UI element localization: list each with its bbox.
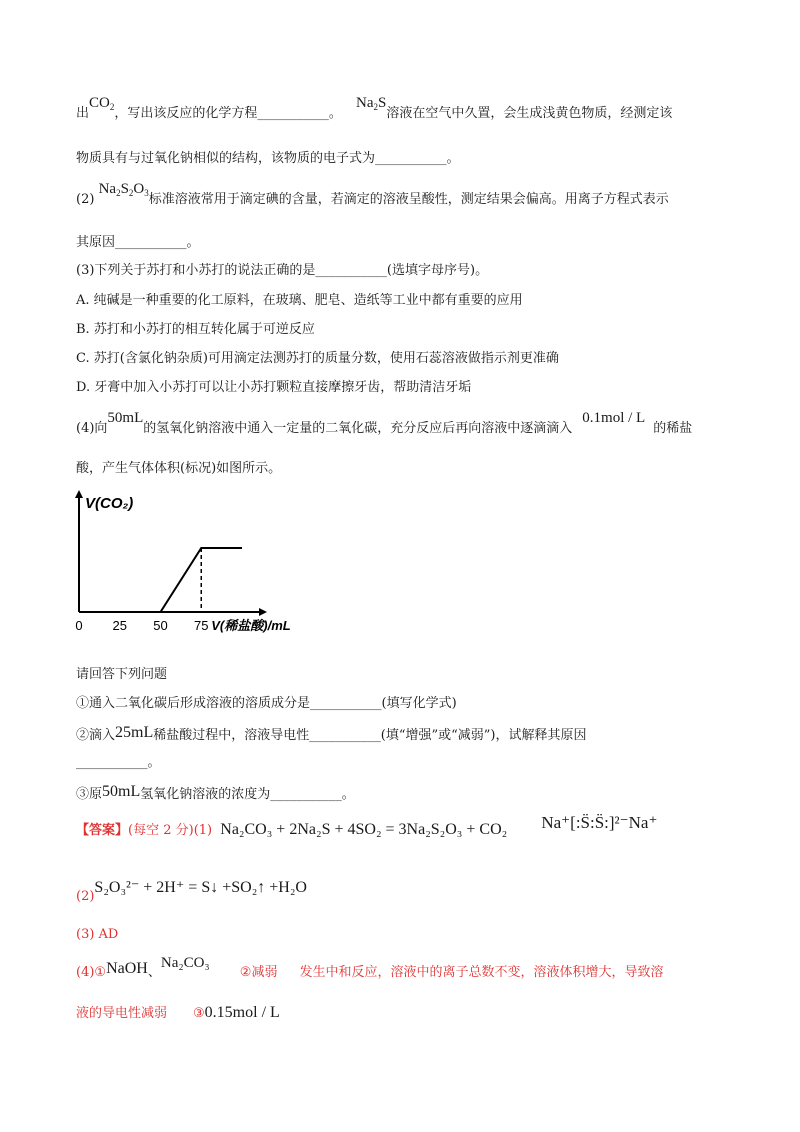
- answer-blank[interactable]: ___________: [115, 235, 187, 250]
- x-tick-label: 25: [112, 618, 127, 633]
- x-tick-label: 50: [153, 618, 168, 633]
- text: ，写出该反应的化学方程: [114, 106, 258, 121]
- co2-volume-chart: [66, 488, 326, 638]
- formula-na2s2o3: $Na_2S_2O_3$: [98, 181, 149, 198]
- formula-na2s: $Na_2S$: [356, 95, 387, 112]
- formula-na2co3: Na₂CO₃: [160, 955, 210, 971]
- equation-2: S₂O₃²⁻ + 2H⁺ = S↓ +SO₂↑ +H₂O: [94, 879, 307, 896]
- text: 。: [328, 106, 342, 121]
- y-axis-label: V(CO₂): [85, 495, 134, 512]
- option-d: D. 牙膏中加入小苏打可以让小苏打颗粒直接摩擦牙齿，帮助清洁牙垢: [76, 380, 472, 395]
- text: (填写化学式): [381, 696, 457, 711]
- formula-co2: $CO_2$: [89, 95, 115, 112]
- text: 、: [147, 965, 161, 980]
- answer-text: 液的导电性减弱: [76, 1006, 168, 1021]
- text: 溶液在空气中久置，会生成浅黄色物质，经测定该: [386, 106, 673, 121]
- answer-blank[interactable]: ___________: [270, 787, 342, 802]
- answer-blank[interactable]: ___________: [309, 728, 381, 743]
- q2-line: [76, 181, 669, 208]
- formula-volume: 50mL: [107, 410, 144, 426]
- electron-dot-formula: Na⁺[:S̈:S̈:]²⁻Na⁺: [541, 813, 658, 832]
- answer-number: (4)①: [76, 965, 107, 980]
- text: (3)下列关于苏打和小苏打的说法正确的是: [76, 263, 316, 278]
- answer-line-1: [76, 813, 658, 838]
- equation-1: Na₂CO₃ + 2Na₂S + 4SO₂ = 3Na₂S₂O₃ + CO₂: [220, 821, 508, 838]
- x-axis-arrow: [259, 608, 267, 616]
- subq2-line: [76, 724, 587, 743]
- text: 。: [147, 755, 161, 770]
- text: ①通入二氧化碳后形成溶液的溶质成分是: [76, 696, 311, 711]
- q1-line: [76, 95, 673, 122]
- answer-blank[interactable]: ___________: [315, 263, 387, 278]
- subq2-line-2: [76, 756, 161, 769]
- q3-line: [76, 264, 488, 277]
- answer-blank[interactable]: ___________: [375, 151, 447, 166]
- q1-line-2: [76, 152, 460, 165]
- text: 。: [341, 787, 355, 802]
- answer-number: (2): [76, 889, 95, 904]
- formula-naoh: NaOH: [106, 960, 148, 977]
- question-number: (4)向: [76, 421, 108, 436]
- text: 物质具有与过氧化钠相似的结构，该物质的电子式为: [76, 151, 376, 166]
- text: (选填字母序号)。: [386, 263, 489, 278]
- answer-line-3: (3) AD: [76, 927, 119, 942]
- answer-line-5: [76, 1005, 280, 1021]
- y-axis-arrow: [75, 490, 83, 498]
- answer-tag: 【答案】: [76, 823, 129, 838]
- x-tick-label: 75: [194, 618, 209, 633]
- formula-volume: 25mL: [115, 724, 154, 741]
- option-c: C. 苏打(含氯化钠杂质)可用滴定法测苏打的质量分数，使用石蕊溶液做指示剂更准确: [76, 351, 559, 366]
- answer-blank[interactable]: ___________: [310, 696, 382, 711]
- text: 。: [186, 235, 200, 250]
- option-a: A. 纯碱是一种重要的化工原料，在玻璃、肥皂、造纸等工业中都有重要的应用: [76, 293, 523, 308]
- answer-number: ③: [193, 1006, 205, 1021]
- answer-concentration: 0.15mol / L: [204, 1004, 280, 1021]
- answer-text: 发生中和反应，溶液中的离子总数不变，溶液体积增大，导致溶: [299, 965, 664, 980]
- question-number: (2): [76, 192, 95, 207]
- text: ②滴入: [76, 728, 116, 743]
- text: 其原因: [76, 235, 116, 250]
- text: ③原: [76, 787, 103, 802]
- q4-line-2: 酸，产生气体体积(标况)如图所示。: [76, 461, 282, 476]
- text: 出: [76, 106, 90, 121]
- answer-blank[interactable]: ___________: [257, 106, 329, 121]
- text: 。: [446, 151, 460, 166]
- answer-line-4: [76, 955, 664, 980]
- formula-concentration: 0.1mol / L: [582, 410, 646, 426]
- subq3-line: [76, 783, 355, 802]
- text: 稀盐酸过程中，溶液导电性: [153, 728, 310, 743]
- x-axis-label: V(稀盐酸)/mL: [211, 618, 291, 633]
- text: 的稀盐: [653, 421, 693, 436]
- text: 氢氧化钠溶液的浓度为: [140, 787, 271, 802]
- answer-text: ②减弱: [239, 965, 278, 980]
- answer-line-2: [76, 879, 307, 904]
- text: (填“增强”或“减弱”)，试解释其原因: [380, 728, 587, 743]
- text: 标准溶液常用于滴定碘的含量，若滴定的溶液呈酸性，测定结果会偏高。用离子方程式表示: [148, 192, 669, 207]
- option-b: B. 苏打和小苏打的相互转化属于可逆反应: [76, 322, 315, 337]
- x-tick-label: 0: [75, 618, 83, 633]
- formula-volume: 50mL: [102, 783, 141, 800]
- q4-line: [76, 410, 693, 436]
- q2-line-2: [76, 236, 200, 249]
- sub-questions-heading: 请回答下列问题: [76, 667, 168, 682]
- text: 的氢氧化钠溶液中通入一定量的二氧化碳，充分反应后再向溶液中逐滴滴入: [143, 421, 573, 436]
- subq1-line: [76, 697, 457, 710]
- answer-note: (每空 2 分)(1): [128, 823, 213, 838]
- co2-series-line: [79, 548, 242, 612]
- answer-blank[interactable]: ___________: [76, 755, 148, 770]
